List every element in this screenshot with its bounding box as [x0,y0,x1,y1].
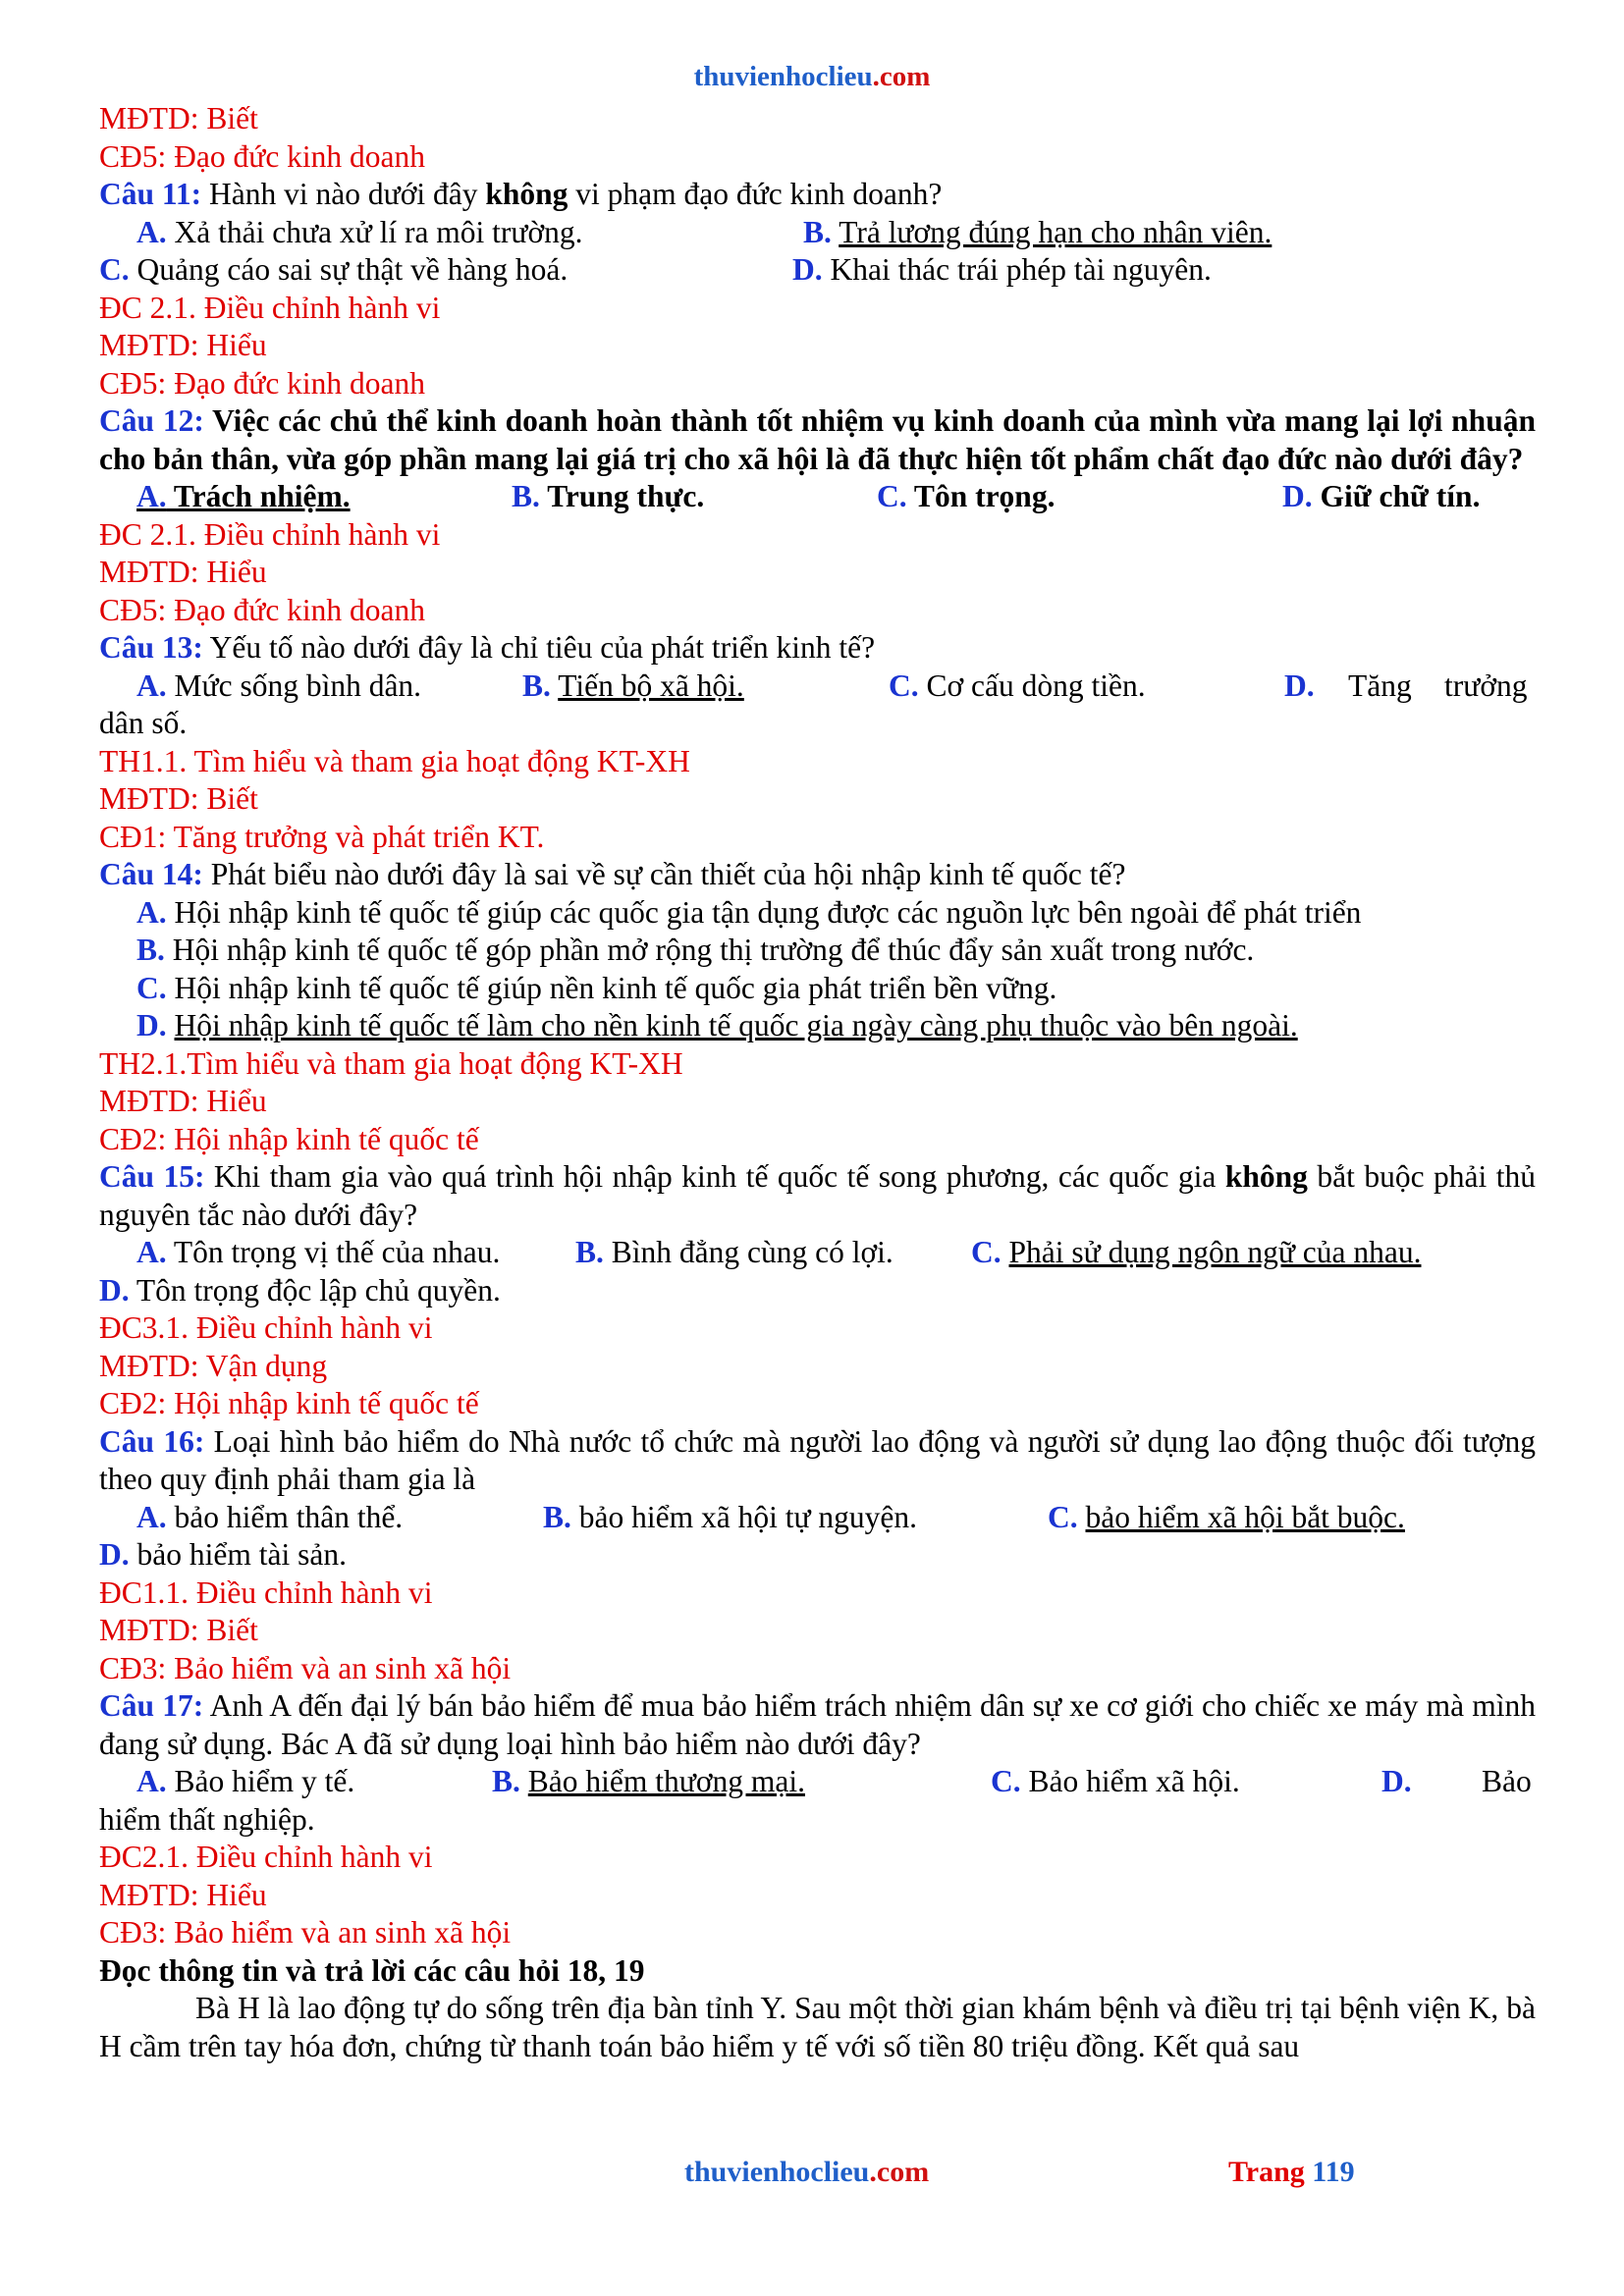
option-b [492,1763,805,1801]
meta-level: MĐTD: Hiểu [99,1084,267,1118]
option-key: D. [1381,1764,1412,1798]
option-text: Giữ chữ tín. [1312,479,1481,513]
meta-topic: CĐ3: Bảo hiểm và an sinh xã hội [99,1915,512,1949]
option-text: Xả thải chưa xử lí ra môi trường. [166,214,583,249]
option-d [99,1272,1536,1310]
reading-passage: Bà H là lao động tự do sống trên địa bàn tỉnh Y. Sau một thời gian khám bệnh và điều trị tại bệnh viện K, bà H cầm trên tay hóa đơn, chứng từ thanh toán bảo hiểm y tế với số tiền 80 triệu đồng. Kết quả sau [99,1991,1536,2063]
options-row [99,667,1536,706]
footer-site-name: thuvienhoclieu [684,2156,870,2188]
option-key: B. [136,933,165,967]
option-a [136,667,421,706]
option-b [543,1499,917,1537]
option-key: C. [889,667,919,703]
option-key: A. [136,214,167,249]
option-text: Hội nhập kinh tế quốc tế giúp các quốc gia tận dụng được các nguồn lực bên ngoài để phát triển [166,894,1362,930]
option-key: C. [136,970,167,1005]
option-text: Khai thác trái phép tài nguyên. [822,252,1212,287]
meta-skill: ĐC 2.1. Điều chỉnh hành vi [99,516,441,552]
option-c [99,251,568,290]
meta-topic: CĐ2: Hội nhập kinh tế quốc tế [99,1121,479,1156]
meta-level: MĐTD: Hiểu [99,328,267,362]
question-stem: Loại hình bảo hiểm do Nhà nước tổ chức mà người lao động và người sử dụng lao động thuộc đối tượng theo quy định phải tham gia là [99,1423,1536,1496]
meta-level: MĐTD: Biết [99,101,258,135]
option-b [575,1234,893,1272]
question-stem: Khi tham gia vào quá trình hội nhập kinh tế quốc tế song phương, các quốc gia [204,1159,1225,1194]
option-key: D. [136,1008,167,1042]
header-site[interactable] [0,61,1624,93]
meta-skill: TH2.1.Tìm hiểu và tham gia hoạt động KT-XH [99,1045,683,1081]
options-row [99,1763,1536,1801]
option-a [136,478,351,516]
option-text: Cơ cấu dòng tiền. [918,667,1146,703]
meta-topic: CĐ5: Đạo đức kinh doanh [99,592,426,627]
option-c [991,1763,1240,1801]
option-text: bảo hiểm xã hội tự nguyện. [570,1499,918,1534]
option-c [99,970,1536,1008]
footer-site-domain: .com [869,2156,930,2188]
option-key: C. [1048,1499,1078,1534]
option-text: Hội nhập kinh tế quốc tế giúp nền kinh tế quốc gia phát triển bền vững. [166,970,1057,1005]
page-label: Trang [1228,2156,1313,2188]
question-stem: vi phạm đạo đức kinh doanh? [568,177,943,211]
option-key: B. [512,479,540,513]
meta-topic: CĐ3: Bảo hiểm và an sinh xã hội [99,1650,512,1685]
options-row [99,478,1536,516]
option-text: Quảng cáo sai sự thật về hàng hoá. [129,252,568,287]
option-b [803,214,1272,252]
option-a [136,1234,500,1272]
question-stem: Phát biểu nào dưới đây là sai về sự cần thiết của hội nhập kinh tế quốc tế? [202,857,1126,891]
options-row [99,251,1536,290]
option-key: D. [99,1272,130,1308]
option-text: bảo hiểm tài sản. [129,1537,347,1572]
question-stem: Việc các chủ thể kinh doanh hoàn thành tốt nhiệm vụ kinh doanh của mình vừa mang lại lợi nhuận cho bản thân, vừa góp phần mang lại giá trị cho xã hội là đã thực hiện tốt phẩm chất đạo đức nào dưới đây? [99,403,1536,476]
question-stem: Anh A đến đại lý bán bảo hiểm để mua bảo hiểm trách nhiệm dân sự xe cơ giới cho chiếc xe máy mà mình đang sử dụng. Bác A đã sử dụng loại hình bảo hiểm nào dưới đây? [99,1688,1536,1761]
question-stem: bắt buộc phải thủ nguyên tắc nào dưới đây? [99,1159,1536,1232]
option-c [1048,1499,1405,1537]
option-text: Trung thực. [539,479,705,513]
option-key: D. [99,1537,130,1572]
options-row [99,1499,1536,1537]
option-b [512,478,704,516]
option-text-wrap: hiểm thất nghiệp. [99,1801,315,1837]
question-stem: Hành vi nào dưới đây [201,177,486,211]
question-12 [99,402,1536,478]
option-text: Tăng [1348,667,1412,703]
option-d [792,251,1212,290]
option-text-answer: bảo hiểm xã hội bắt buộc. [1085,1499,1405,1534]
header-site-domain: .com [872,61,931,92]
option-text-answer: Trả lương đúng hạn cho nhân viên. [839,214,1272,249]
option-text: Tôn trọng vị thế của nhau. [166,1235,501,1269]
option-key: A. [136,1499,167,1534]
footer-site[interactable] [684,2156,929,2189]
option-text: Bình đẳng cùng có lợi. [603,1235,893,1269]
option-key: D. [792,252,823,287]
meta-topic: CĐ5: Đạo đức kinh doanh [99,138,426,174]
question-16 [99,1423,1536,1499]
option-a [136,214,583,252]
option-key: A. [136,1764,167,1798]
option-key: C. [971,1235,1001,1269]
meta-level: MĐTD: Biết [99,1613,258,1647]
header-site-name: thuvienhoclieu [693,61,873,92]
option-key: C. [99,252,130,287]
option-text: Mức sống bình dân. [166,667,422,703]
reading-title: Đọc thông tin và trả lời các câu hỏi 18, 19 [99,1952,645,1988]
meta-topic: CĐ2: Hội nhập kinh tế quốc tế [99,1386,479,1420]
options-row [99,214,1536,252]
option-text-answer: Phải sử dụng ngôn ngữ của nhau. [1008,1235,1422,1269]
option-text-answer: Tiến bộ xã hội. [558,667,744,703]
option-text-answer: Hội nhập kinh tế quốc tế làm cho nền kinh tế quốc gia ngày càng phụ thuộc vào bên ngoài. [174,1008,1298,1042]
question-label: Câu 15: [99,1159,205,1194]
meta-skill: ĐC1.1. Điều chỉnh hành vi [99,1575,433,1610]
option-d [1381,1763,1412,1801]
option-text: Bảo [1482,1764,1532,1798]
option-text-wrap: dân số. [99,706,188,740]
option-d [1282,478,1480,516]
question-label: Câu 12: [99,403,204,438]
option-b [99,932,1536,970]
option-d [99,1007,1536,1045]
question-15 [99,1158,1536,1234]
option-b [522,667,744,706]
option-a [136,1499,403,1537]
option-text-answer: Bảo hiểm thương mại. [527,1764,805,1798]
question-stem-emphasis: không [485,177,568,211]
meta-topic: CĐ5: Đạo đức kinh doanh [99,365,426,400]
option-text: Hội nhập kinh tế quốc tế góp phần mở rộng thị trường để thúc đẩy sản xuất trong nước. [164,933,1255,967]
question-stem-emphasis: không [1224,1159,1308,1194]
meta-topic: CĐ1: Tăng trưởng và phát triển KT. [99,819,545,854]
option-key: A. [136,667,167,703]
meta-level: MĐTD: Hiểu [99,555,267,589]
option-text: Bảo hiểm xã hội. [1020,1764,1240,1798]
meta-skill: ĐC 2.1. Điều chỉnh hành vi [99,290,441,325]
question-13 [99,629,1536,667]
option-key: A. [136,479,167,513]
question-stem: Yếu tố nào dưới đây là chỉ tiêu của phát triển kinh tế? [202,630,876,665]
meta-level: MĐTD: Vận dụng [99,1348,328,1383]
document-body [99,100,1536,2065]
option-c [971,1234,1421,1272]
option-c [889,667,1146,706]
option-key: A. [136,894,167,930]
question-11 [99,176,1536,214]
option-text: Tôn trọng độc lập chủ quyền. [129,1272,501,1308]
option-c [877,478,1055,516]
option-d [1284,667,1315,706]
option-key: C. [991,1764,1021,1798]
question-label: Câu 11: [99,177,202,211]
option-key: B. [543,1499,571,1534]
question-17 [99,1687,1536,1763]
page-number-value: 119 [1312,2156,1355,2188]
option-text: trưởng [1444,667,1528,703]
options-row [99,1234,1536,1272]
question-label: Câu 14: [99,857,203,891]
page-number [1228,2156,1355,2189]
question-label: Câu 16: [99,1423,205,1459]
option-key: C. [877,479,907,513]
option-a [99,894,1536,933]
option-key: A. [136,1235,167,1269]
option-key: B. [492,1764,520,1798]
option-d [99,1536,1536,1575]
meta-level: MĐTD: Biết [99,781,258,816]
option-text: bảo hiểm thân thể. [166,1499,404,1534]
option-key: D. [1284,667,1315,703]
option-text: Bảo hiểm y tế. [166,1764,355,1798]
option-key: B. [522,667,551,703]
meta-skill: ĐC3.1. Điều chỉnh hành vi [99,1310,433,1345]
option-text: Tôn trọng. [906,479,1056,513]
option-key: B. [575,1235,604,1269]
question-label: Câu 13: [99,630,203,665]
option-key: B. [803,214,832,249]
meta-skill: TH1.1. Tìm hiểu và tham gia hoạt động KT-XH [99,743,690,778]
question-14 [99,856,1536,894]
option-text-answer: Trách nhiệm. [166,479,351,513]
option-a [136,1763,354,1801]
question-label: Câu 17: [99,1688,204,1723]
option-key: D. [1282,479,1313,513]
meta-level: MĐTD: Hiểu [99,1877,267,1912]
meta-skill: ĐC2.1. Điều chỉnh hành vi [99,1840,433,1874]
